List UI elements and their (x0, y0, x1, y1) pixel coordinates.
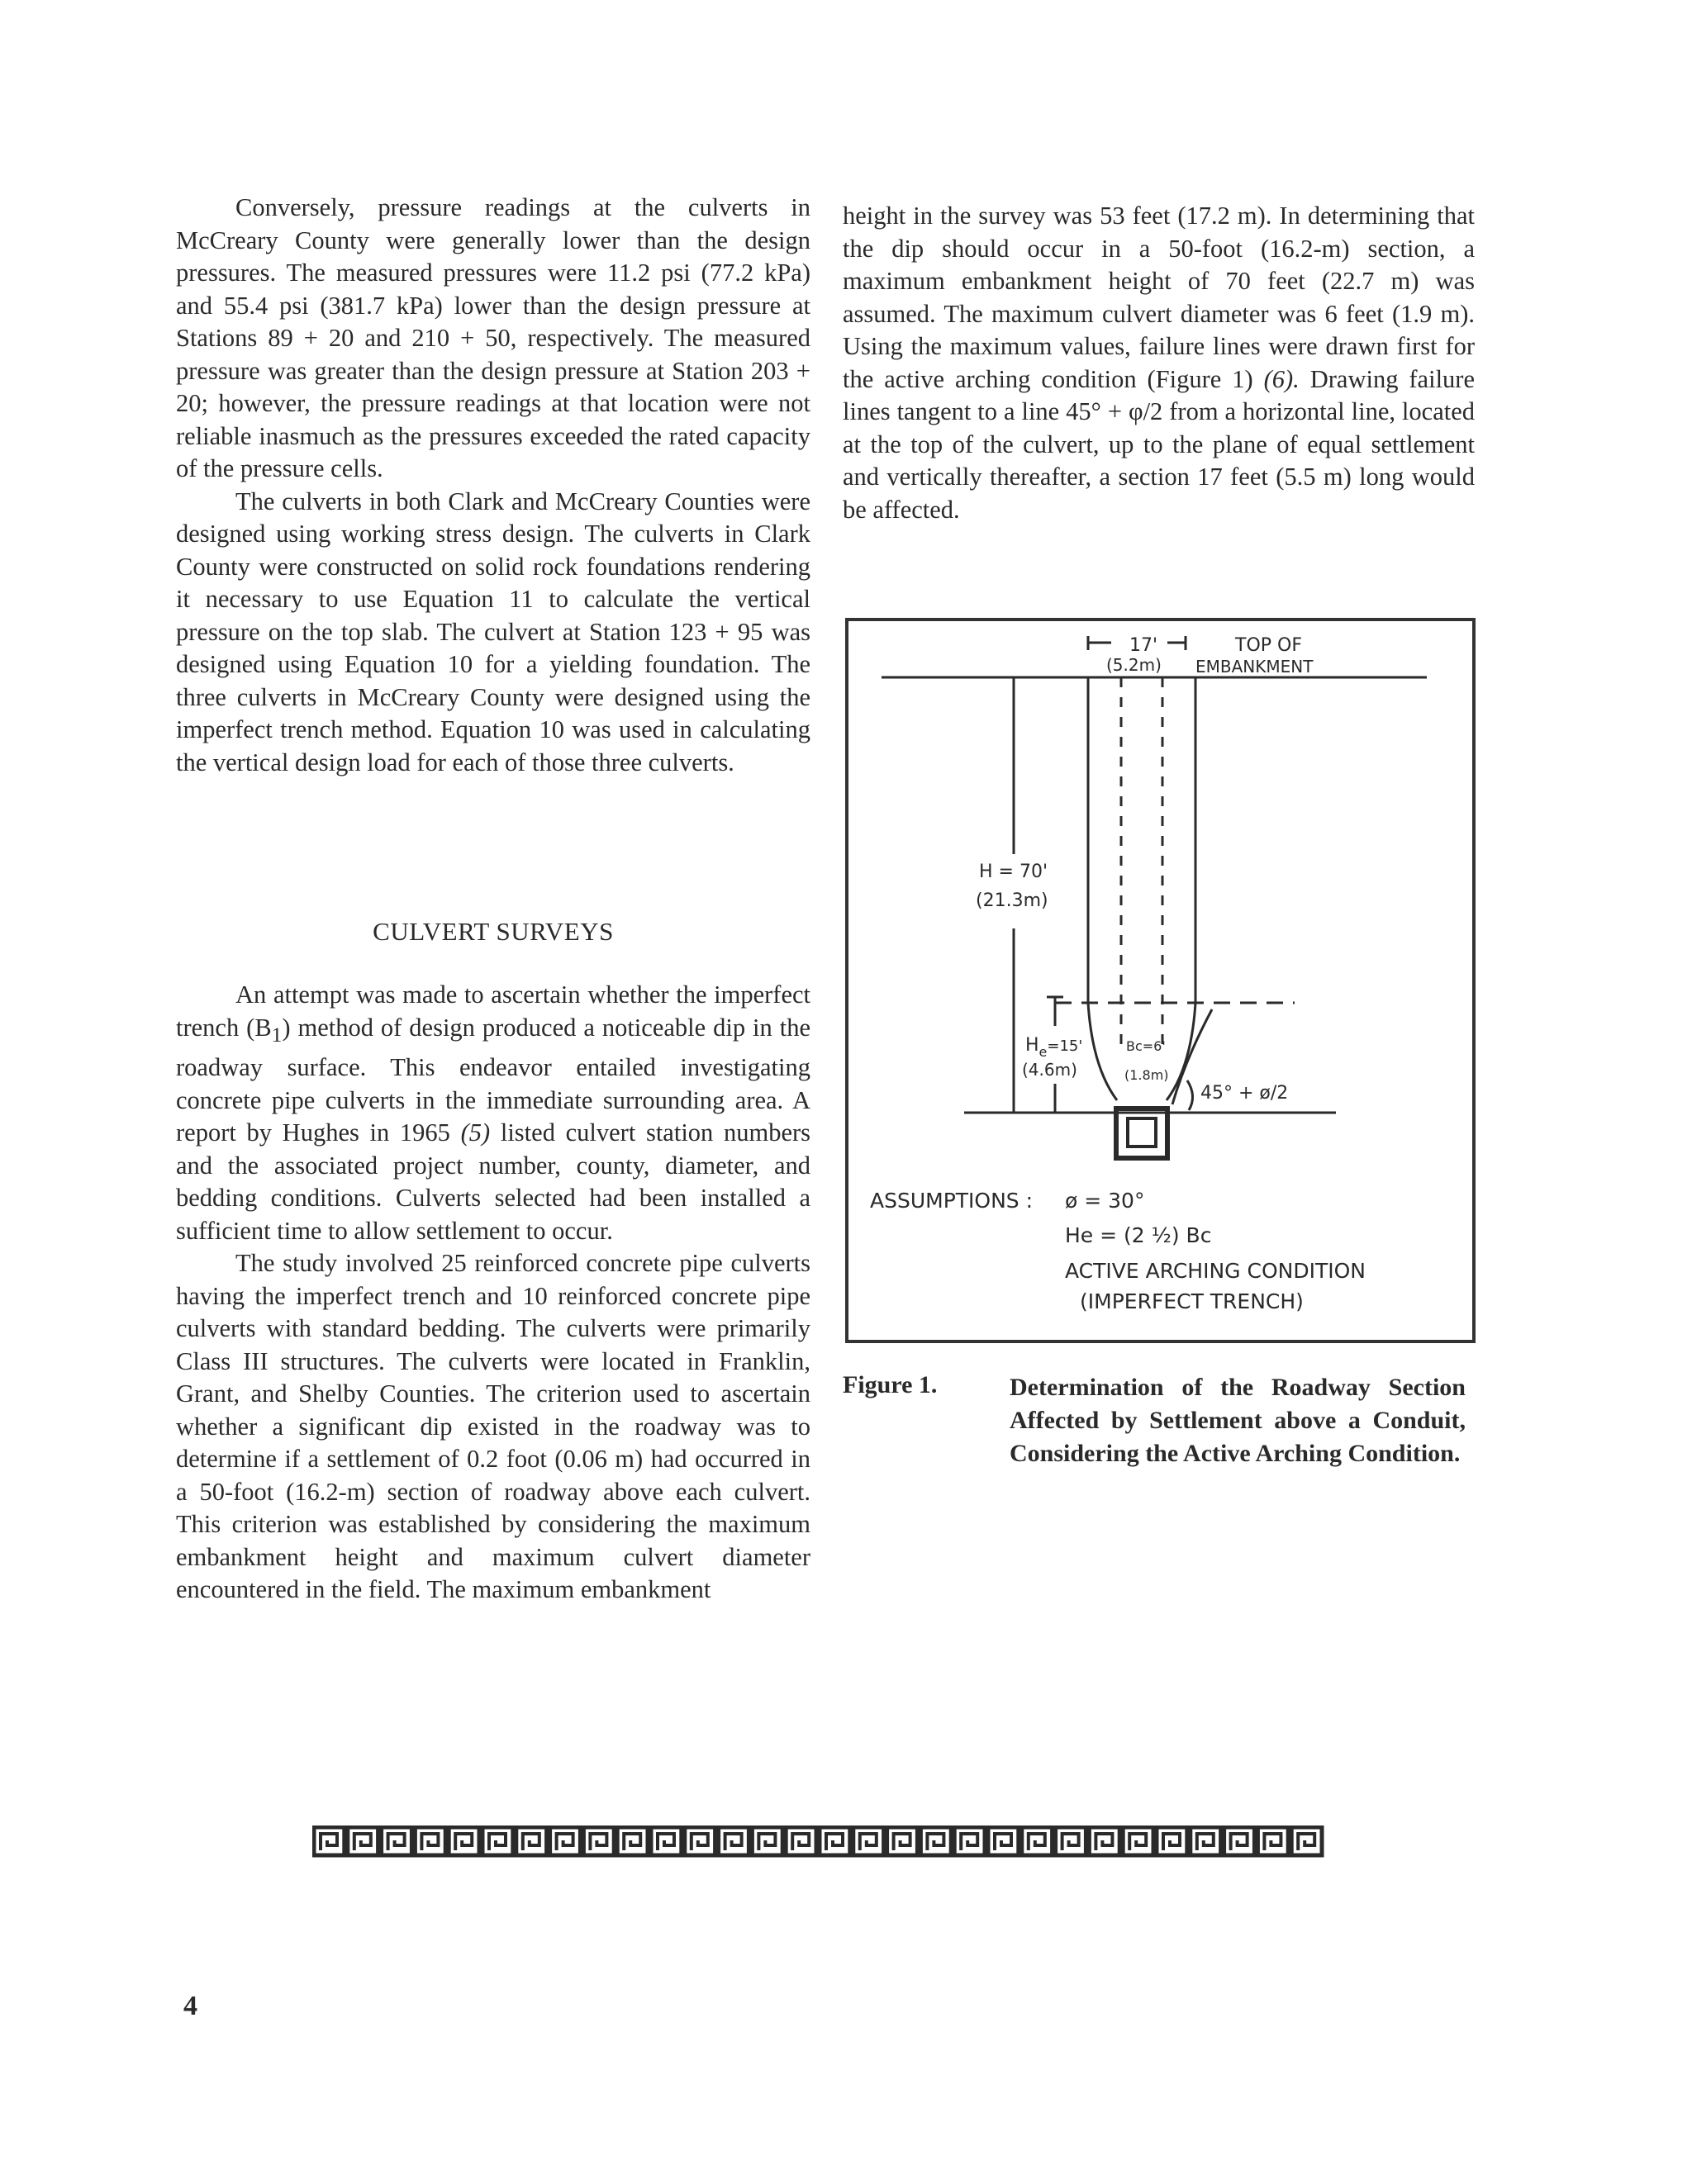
assumptions-label: ASSUMPTIONS : (870, 1189, 1034, 1213)
paragraph-design-method: The culverts in both Clark and McCreary Counties were designed using working stress design. The culverts in Clark County were constructed on solid rock foundations rendering it necessary to use Equation 11 to calculate the vertical pressure on the top slab. The culvert at Station 123 + 95 was designed using Equation 10 for a yielding foundation. The three culverts in McCreary County were designed using the imperfect trench method. Equation 10 was used in calculating the vertical design load for each of those three culverts. (176, 487, 810, 776)
height-metric: (21.3m) (976, 890, 1048, 911)
greek-key-unit (920, 1827, 951, 1855)
left-column (176, 192, 810, 779)
greek-key-unit (1089, 1827, 1119, 1855)
bc-label: Bc=6' (1126, 1038, 1166, 1054)
he-metric: (4.6m) (1022, 1060, 1077, 1080)
greek-key-unit (651, 1827, 682, 1855)
section-heading: CULVERT SURVEYS (373, 917, 614, 946)
greek-key-unit (1291, 1827, 1322, 1855)
greek-key-unit (348, 1827, 378, 1855)
greek-key-unit (1224, 1827, 1255, 1855)
greek-key-unit (482, 1827, 513, 1855)
greek-key-unit (719, 1827, 749, 1855)
page-number: 4 (183, 1991, 197, 2021)
embankment-label: EMBANKMENT (1195, 657, 1314, 677)
greek-key-unit (954, 1827, 985, 1855)
condition-line-1: ACTIVE ARCHING CONDITION (1065, 1259, 1366, 1283)
greek-key-unit (314, 1827, 345, 1855)
greek-key-unit (752, 1827, 782, 1855)
greek-key-unit (1191, 1827, 1221, 1855)
figure-1-diagram (848, 621, 1472, 1340)
width-label: 17' (1129, 635, 1158, 656)
angle-arc (1187, 1080, 1193, 1110)
condition-line-2: (IMPERFECT TRENCH) (1080, 1289, 1304, 1313)
figure-caption: Determination of the Roadway Section Affected by Settlement above a Conduit, Considering the Active Arching Condition. (1010, 1374, 1466, 1467)
paragraph-embankment: height in the survey was 53 feet (17.2 m). In determining that the dip should occur in a 50-foot (16.2-m) section, a maximum embankment height of 70 feet (22.7 m) was assumed. The maximum culvert diameter was 6 feet (1.9 m). Using the maximum values, failure lines were drawn first for the active arching condition (Figure 1) (6). Drawing failure lines tangent to a line 45° + φ/2 from a horizontal line, located at the top of the culvert, up to the plane of equal settlement and vertically thereafter, a section 17 feet (5.5 m) long would be affected. (843, 202, 1475, 524)
culvert-surveys-body (176, 979, 810, 1607)
figure-label: Figure 1. (843, 1371, 938, 1398)
greek-key-unit (516, 1827, 547, 1855)
height-label: H = 70' (979, 862, 1048, 882)
greek-key-unit (1257, 1827, 1288, 1855)
top-of-label: TOP OF (1235, 635, 1302, 656)
greek-key-unit (1157, 1827, 1187, 1855)
width-metric: (5.2m) (1106, 655, 1162, 675)
greek-key-unit (887, 1827, 918, 1855)
greek-key-unit (415, 1827, 445, 1855)
arching-curve-left (1088, 1003, 1117, 1100)
greek-key-unit (449, 1827, 479, 1855)
right-column (843, 200, 1475, 526)
greek-key-unit (786, 1827, 816, 1855)
assumption-he: He = (2 ½) Bc (1065, 1223, 1212, 1247)
greek-key-unit (1123, 1827, 1153, 1855)
figure-1-frame (845, 618, 1476, 1343)
angle-label: 45° + ø/2 (1200, 1083, 1289, 1104)
assumption-phi: ø = 30° (1065, 1189, 1145, 1213)
greek-key-unit (1056, 1827, 1086, 1855)
greek-key-unit (382, 1827, 412, 1855)
he-label: $H_e^{=15'}$ (1025, 1035, 1083, 1060)
greek-key-unit (853, 1827, 884, 1855)
greek-key-border (312, 1826, 1328, 1863)
greek-key-unit (583, 1827, 614, 1855)
greek-key-unit (685, 1827, 715, 1855)
paragraph-pressure-readings: Conversely, pressure readings at the culverts in McCreary County were generally lower than the design pressures. The measured pressures were 11.2 psi (77.2 kPa) and 55.4 psi (381.7 kPa) lower than the design pressure at Stations 89 + 20 and 210 + 50, respectively. The measured pressure was greater than the design pressure at Station 203 + 20; however, the pressure readings at that location were not reliable inasmuch as the pressures exceeded the rated capacity of the pressure cells. (176, 193, 810, 482)
culvert-box (1116, 1109, 1167, 1158)
culvert-opening (1128, 1118, 1156, 1147)
paragraph-survey-intro: An attempt was made to ascertain whether the imperfect trench $(B_1)$ method of design produced a noticeable dip in the roadway surface. This endeavor entailed investigating concrete pipe culverts in the immediate surrounding area. A report by Hughes in 1965 (5) listed culvert station numbers and the associated project number, county, diameter, and bedding conditions. Culverts selected had been installed a sufficient time to allow settlement to occur. (176, 980, 811, 1245)
greek-key-unit (820, 1827, 850, 1855)
greek-key-unit (1022, 1827, 1053, 1855)
greek-key-pattern (312, 1826, 1328, 1859)
bc-metric: (1.8m) (1124, 1067, 1169, 1083)
greek-key-unit (550, 1827, 581, 1855)
greek-key-unit (988, 1827, 1019, 1855)
greek-key-unit (617, 1827, 648, 1855)
paragraph-survey-study: The study involved 25 reinforced concrete pipe culverts having the imperfect trench and 10 reinforced concrete pipe culverts with standard bedding. The culverts were primarily Class III structures. The culverts were located in Franklin, Grant, and Shelby Counties. The criterion used to ascertain whether a significant dip existed in the roadway was to determine if a settlement of 0.2 foot (0.06 m) had occurred in a 50-foot (16.2-m) section of roadway above each culvert. This criterion was established by considering the maximum embankment height and maximum culvert diameter encountered in the field. The maximum embankment (176, 1249, 810, 1604)
